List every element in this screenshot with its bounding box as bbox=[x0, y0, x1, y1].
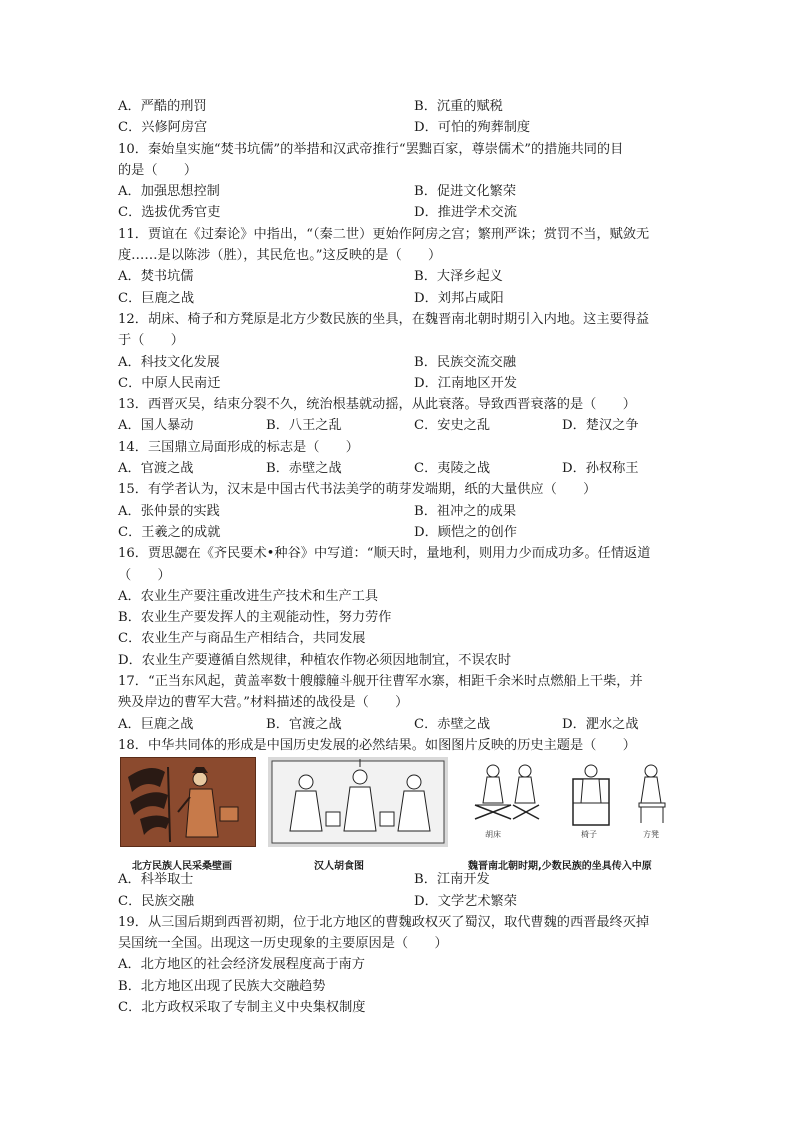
q10-option-a: A．加强思想控制 bbox=[118, 184, 220, 200]
q15-options-row-2 bbox=[118, 522, 678, 543]
q16-stem-line-2: （ ） bbox=[118, 567, 171, 583]
q11-stem-line-2: 度……是以陈涉（胜），其民危也。”这反映的是（ ） bbox=[118, 248, 442, 264]
q19-option-c: C．北方政权采取了专制主义中央集权制度 bbox=[118, 999, 366, 1015]
mulberry-mural-image bbox=[120, 757, 256, 847]
q9-option-b: B．沉重的赋税 bbox=[414, 99, 503, 114]
q15-option-d: D．顾恺之的创作 bbox=[414, 524, 517, 540]
q18-option-b: B．江南开发 bbox=[414, 872, 490, 888]
q15-options-row-1 bbox=[118, 501, 678, 522]
yizi-label: 椅子 bbox=[581, 830, 597, 840]
q11-options-row-2 bbox=[118, 288, 678, 309]
q13-options-row bbox=[118, 415, 678, 436]
q16-option-d: D．农业生产要遵循自然规律，种植农作物必须因地制宜，不误农时 bbox=[118, 652, 512, 668]
q17-option-a: A．巨鹿之战 bbox=[118, 716, 194, 732]
exam-page bbox=[118, 96, 678, 1018]
q18-figures bbox=[118, 757, 678, 873]
q9-option-d: D．可怕的殉葬制度 bbox=[414, 120, 531, 136]
q17-option-c: C．赤壁之战 bbox=[414, 716, 491, 732]
q18-option-a: A．科举取士 bbox=[118, 872, 194, 888]
q18-stem: 18．中华共同体的形成是中国历史发展的必然结果。如图图片反映的历史主题是（ ） bbox=[118, 737, 636, 753]
q13-option-a: A．国人暴动 bbox=[118, 418, 194, 434]
q17-stem-line-2: 殃及岸边的曹军大营。”材料描述的战役是（ ） bbox=[118, 695, 409, 711]
q11-stem-line-1: 11．贾谊在《过秦论》中指出，“（秦二世）更始作阿房之宫；繁刑严诛；赏罚不当，赋敛无 bbox=[118, 226, 650, 242]
q13-option-d: D．楚汉之争 bbox=[562, 418, 639, 434]
q18-caption-3: 魏晋南北朝时期,少数民族的坐具传入中原 bbox=[468, 861, 652, 873]
q14-options-row bbox=[118, 458, 678, 479]
q15-stem: 15．有学者认为，汉末是中国古代书法美学的萌芽发端期，纸的大量供应（ ） bbox=[118, 482, 597, 498]
q12-option-d: D．江南地区开发 bbox=[414, 375, 517, 391]
q14-option-c: C．夷陵之战 bbox=[414, 461, 491, 477]
q10-option-c: C．选拔优秀官吏 bbox=[118, 205, 221, 221]
q12-option-a: A．科技文化发展 bbox=[118, 354, 220, 370]
q11-option-a: A．焚书坑儒 bbox=[118, 269, 194, 285]
q19-stem-line-1: 19．从三国后期到西晋初期，位于北方地区的曹魏政权灭了蜀汉，取代曹魏的西晋最终灭掉 bbox=[118, 914, 650, 930]
q16-option-c: C．农业生产与商品生产相结合，共同发展 bbox=[118, 631, 366, 647]
q18-caption-1: 北方民族人民采桑壁画 bbox=[132, 861, 232, 873]
q13-option-c: C．安史之乱 bbox=[414, 418, 491, 434]
han-food-image bbox=[268, 757, 448, 847]
q14-option-a: A．官渡之战 bbox=[118, 461, 194, 477]
q12-option-b: B．民族交流交融 bbox=[414, 354, 517, 370]
q17-options-row bbox=[118, 714, 678, 735]
q18-options-row-2 bbox=[118, 891, 678, 912]
q10-options-row-2 bbox=[118, 202, 678, 223]
q18-option-d: D．文学艺术繁荣 bbox=[414, 893, 517, 909]
q15-option-a: A．张仲景的实践 bbox=[118, 503, 220, 519]
q9-options-row-2 bbox=[118, 117, 678, 138]
q14-option-d: D．孙权称王 bbox=[562, 461, 639, 477]
q17-stem-line-1: 17．“正当东风起，黄盖率数十艘艨艟斗舰开往曹军水寨，相距千余米时点燃船上干柴，并 bbox=[118, 674, 643, 690]
q12-options-row-1 bbox=[118, 352, 678, 373]
q10-stem-line-1: 10．秦始皇实施“焚书坑儒”的举措和汉武帝推行“罢黜百家，尊崇儒术”的措施共同的目 bbox=[118, 141, 624, 157]
q14-option-b: B．赤壁之战 bbox=[266, 461, 342, 477]
q18-caption-2: 汉人胡食图 bbox=[314, 861, 364, 873]
q18-option-c: C．民族交融 bbox=[118, 893, 195, 909]
q19-option-b: B．北方地区出现了民族大交融趋势 bbox=[118, 978, 326, 994]
q13-option-b: B．八王之乱 bbox=[266, 418, 342, 434]
q19-stem-line-2: 吴国统一全国。出现这一历史现象的主要原因是（ ） bbox=[118, 936, 448, 952]
q12-option-c: C．中原人民南迁 bbox=[118, 375, 221, 391]
q9-option-c: C．兴修阿房宫 bbox=[118, 120, 208, 136]
q17-option-b: B．官渡之战 bbox=[266, 716, 342, 732]
fangdeng-label: 方凳 bbox=[643, 830, 659, 840]
q18-options-row-1 bbox=[118, 869, 678, 890]
q10-option-b: B．促进文化繁荣 bbox=[414, 184, 517, 200]
q15-option-b: B．祖冲之的成果 bbox=[414, 503, 517, 519]
q12-options-row-2 bbox=[118, 373, 678, 394]
q13-stem: 13．西晋灭吴，结束分裂不久，统治根基就动摇，从此衰落。导致西晋衰落的是（ ） bbox=[118, 397, 636, 413]
q11-option-d: D．刘邦占咸阳 bbox=[414, 290, 504, 306]
q16-option-b: B．农业生产要发挥人的主观能动性，努力劳作 bbox=[118, 610, 392, 626]
q11-option-b: B．大泽乡起义 bbox=[414, 269, 503, 285]
q19-option-a: A．北方地区的社会经济发展程度高于南方 bbox=[118, 957, 365, 973]
q15-option-c: C．王羲之的成就 bbox=[118, 524, 221, 540]
q9-option-a: A．严酷的刑罚 bbox=[118, 99, 207, 114]
q9-options-row-1 bbox=[118, 96, 678, 117]
q12-stem-line-2: 于（ ） bbox=[118, 333, 184, 349]
q10-stem-line-2: 的是（ ） bbox=[118, 162, 198, 178]
q14-stem: 14．三国鼎立局面形成的标志是（ ） bbox=[118, 439, 359, 455]
q10-options-row-1 bbox=[118, 181, 678, 202]
furniture-image bbox=[463, 757, 678, 847]
q11-option-c: C．巨鹿之战 bbox=[118, 290, 195, 306]
q12-stem-line-1: 12．胡床、椅子和方凳原是北方少数民族的坐具，在魏晋南北朝时期引入内地。这主要得益 bbox=[118, 311, 650, 327]
q16-stem-line-1: 16．贾思勰在《齐民要术•种谷》中写道：“顺天时，量地利，则用力少而成功多。任情返道 bbox=[118, 546, 651, 562]
q11-options-row-1 bbox=[118, 266, 678, 287]
q10-option-d: D．推进学术交流 bbox=[414, 205, 517, 221]
q17-option-d: D．淝水之战 bbox=[562, 716, 639, 732]
q16-option-a: A．农业生产要注重改进生产技术和生产工具 bbox=[118, 588, 379, 604]
huchuang-label: 胡床 bbox=[485, 830, 501, 840]
